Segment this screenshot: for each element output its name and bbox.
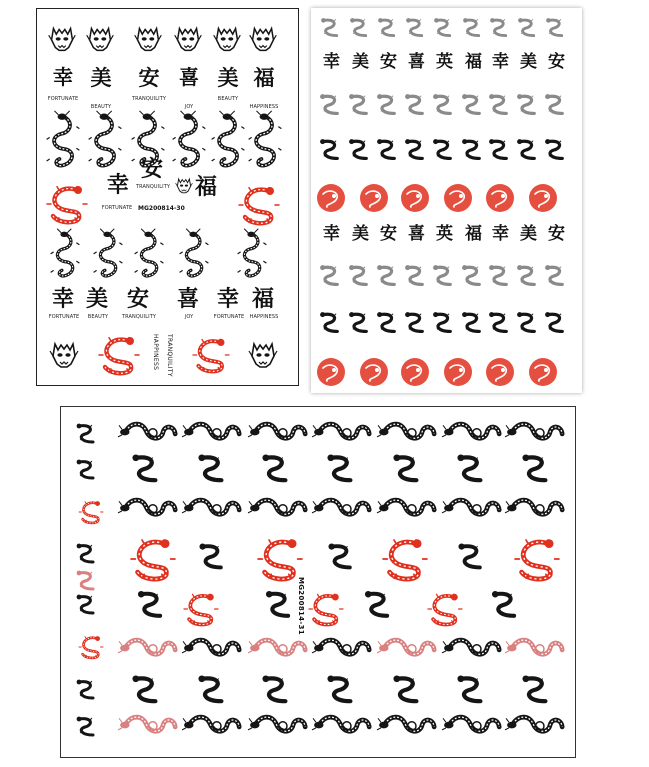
gray-dragon-icon (405, 94, 422, 113)
gray-dragon-icon (545, 265, 562, 284)
kanji-b2-4: 英 (436, 224, 453, 244)
red-dragon-ball-icon (486, 184, 514, 212)
serpent-dragon-icon (442, 424, 499, 438)
gray-dragon-icon (517, 94, 534, 113)
serpent-dragon-icon (312, 717, 369, 731)
dragon-sticker-art-b (311, 8, 582, 393)
serpent-dragon-icon (377, 640, 434, 654)
sticker-sheet-c (60, 406, 576, 758)
coiled-dragon-icon (198, 675, 221, 701)
black-dragon-icon (249, 111, 282, 166)
serpent-dragon-icon (505, 640, 562, 654)
kanji-a1-1: 美 (90, 65, 112, 90)
caption-a1-3: JOY (184, 104, 194, 110)
black-dragon-icon (135, 229, 164, 276)
dragon-sticker-art-a (37, 9, 300, 387)
black-dragon-icon (377, 312, 394, 331)
kanji-b1-7: 美 (520, 52, 537, 72)
caption-a3-3: JOY (184, 314, 194, 320)
gray-dragon-icon (406, 18, 422, 35)
black-dragon-icon (377, 139, 394, 158)
demon-mask-icon (249, 344, 277, 367)
black-dragon-icon (47, 111, 80, 166)
red-dragon-ball-icon (317, 358, 345, 386)
caption-a3-5: HAPPINESS (249, 314, 279, 320)
black-dragon-icon (489, 139, 506, 158)
serpent-dragon-icon (182, 717, 239, 731)
red-dragon-ball-icon (360, 184, 388, 212)
coiled-dragon-icon (327, 675, 350, 701)
black-dragon-icon (489, 312, 506, 331)
kanji-b2-3: 喜 (408, 224, 425, 244)
demon-mask-icon (250, 29, 277, 51)
gray-dragon-icon (320, 94, 337, 113)
kanji-b2-5: 福 (465, 224, 482, 244)
demon-mask-icon (175, 29, 202, 51)
red-dragon-icon (239, 187, 279, 223)
kanji-b1-0: 幸 (323, 52, 340, 72)
coiled-dragon-icon (522, 675, 545, 701)
kanji-b2-6: 幸 (492, 224, 509, 244)
small-dragon-icon (77, 460, 93, 478)
small-dragon-icon (77, 595, 93, 613)
red-dragon-icon (47, 186, 87, 222)
gray-dragon-icon (518, 18, 534, 35)
serpent-dragon-icon (505, 500, 562, 514)
serpent-dragon-icon (182, 640, 239, 654)
coiled-dragon-icon (458, 543, 479, 567)
red-dragon-icon (79, 501, 103, 523)
red-dragon-ball-icon (444, 184, 472, 212)
kanji-a1-3: 喜 (179, 65, 199, 89)
black-dragon-icon (89, 111, 122, 166)
demon-mask-icon (50, 344, 78, 367)
kanji-b2-8: 安 (548, 224, 565, 244)
kanji-a3-3: 喜 (177, 286, 200, 312)
red-dragon-ball-icon (486, 358, 514, 386)
serpent-dragon-icon (377, 717, 434, 731)
sticker-sheet-a (36, 8, 299, 386)
black-dragon-icon (349, 312, 366, 331)
caption-a1-0: FORTUNATE (47, 96, 79, 102)
demon-mask-icon (176, 179, 193, 193)
black-dragon-icon (462, 312, 479, 331)
kanji-a-mid-1: 安 (141, 156, 164, 182)
sheet-c-code: MG200814-31 (297, 577, 305, 635)
kanji-a1-0: 幸 (53, 65, 73, 89)
kanji-a3-5: 福 (252, 286, 275, 312)
gray-dragon-icon (489, 94, 506, 113)
black-dragon-icon (173, 111, 206, 166)
kanji-a-mid-2: 福 (195, 174, 218, 200)
kanji-b2-7: 美 (520, 224, 537, 244)
serpent-dragon-icon (182, 424, 239, 438)
coiled-dragon-icon (199, 543, 220, 567)
gray-dragon-icon (463, 18, 479, 35)
red-dragon-icon (131, 539, 175, 579)
caption-a3-2: TRANQUILITY (121, 314, 157, 320)
red-dragon-icon (99, 337, 139, 373)
coiled-dragon-icon (492, 591, 514, 616)
coiled-dragon-icon (457, 454, 480, 480)
red-dragon-ball-icon (317, 184, 345, 212)
sheet-a-code: MG200814-30 (138, 205, 185, 212)
coiled-dragon-icon (328, 543, 349, 567)
red-dragon-icon (515, 539, 559, 579)
red-dragon-icon (383, 539, 427, 579)
gray-dragon-icon (377, 94, 394, 113)
kanji-b1-5: 福 (465, 52, 482, 72)
serpent-dragon-icon (505, 424, 562, 438)
black-dragon-icon (180, 229, 209, 276)
gray-dragon-icon (462, 94, 479, 113)
gray-dragon-icon (377, 265, 394, 284)
small-dragon-icon (77, 680, 93, 698)
serpent-dragon-icon (182, 500, 239, 514)
serpent-dragon-icon (442, 640, 499, 654)
gray-dragon-icon (350, 18, 366, 35)
red-dragon-icon (79, 636, 103, 658)
serpent-dragon-icon (118, 424, 175, 438)
coiled-dragon-icon (365, 591, 387, 616)
serpent-dragon-icon (312, 640, 369, 654)
red-dragon-ball-icon (529, 358, 557, 386)
black-dragon-icon (433, 312, 450, 331)
black-dragon-icon (517, 312, 534, 331)
kanji-a3-4: 幸 (217, 286, 240, 312)
black-dragon-icon (405, 139, 422, 158)
red-dragon-icon (258, 539, 302, 579)
gray-dragon-icon (546, 18, 562, 35)
kanji-b2-0: 幸 (323, 224, 340, 244)
gray-dragon-icon (517, 265, 534, 284)
caption-a1-5: HAPPINESS (249, 104, 279, 110)
black-dragon-icon (132, 111, 165, 166)
vertical-caption-tranquility: TRANQUILITY (166, 334, 173, 377)
caption-a3-0: FORTUNATE (48, 314, 80, 320)
small-dragon-icon (77, 424, 93, 442)
small-dragon-icon (77, 571, 93, 589)
kanji-a3-2: 安 (127, 286, 150, 312)
serpent-dragon-icon (248, 500, 305, 514)
demon-mask-icon (135, 29, 162, 51)
coiled-dragon-icon (138, 591, 160, 616)
dragon-sticker-art-c (61, 407, 577, 759)
black-dragon-icon (545, 139, 562, 158)
coiled-dragon-icon (393, 454, 416, 480)
black-dragon-icon (320, 139, 337, 158)
red-dragon-ball-icon (529, 184, 557, 212)
caption-a3-4: FORTUNATE (213, 314, 245, 320)
gray-dragon-icon (545, 94, 562, 113)
caption-a-mid-1: TRANQUILITY (135, 184, 171, 190)
coiled-dragon-icon (262, 675, 285, 701)
gray-dragon-icon (349, 265, 366, 284)
gray-dragon-icon (405, 265, 422, 284)
coiled-dragon-icon (522, 454, 545, 480)
coiled-dragon-icon (132, 454, 155, 480)
gray-dragon-icon (320, 265, 337, 284)
coiled-dragon-icon (198, 454, 221, 480)
serpent-dragon-icon (118, 500, 175, 514)
sticker-sheet-b (311, 8, 582, 393)
red-dragon-ball-icon (401, 184, 429, 212)
black-dragon-icon (517, 139, 534, 158)
gray-dragon-icon (489, 265, 506, 284)
kanji-a3-1: 美 (86, 286, 109, 312)
demon-mask-icon (49, 29, 76, 51)
kanji-a-mid-0: 幸 (107, 172, 130, 198)
gray-dragon-icon (462, 265, 479, 284)
gray-dragon-icon (433, 265, 450, 284)
kanji-b1-6: 幸 (492, 52, 509, 72)
serpent-dragon-icon (248, 640, 305, 654)
small-dragon-icon (77, 544, 93, 562)
gray-dragon-icon (433, 94, 450, 113)
small-dragon-icon (77, 717, 93, 735)
black-dragon-icon (320, 312, 337, 331)
kanji-b1-1: 美 (352, 52, 369, 72)
black-dragon-icon (405, 312, 422, 331)
gray-dragon-icon (434, 18, 450, 35)
kanji-b1-4: 英 (436, 52, 453, 72)
serpent-dragon-icon (312, 500, 369, 514)
serpent-dragon-icon (248, 424, 305, 438)
serpent-dragon-icon (442, 717, 499, 731)
black-dragon-icon (349, 139, 366, 158)
black-dragon-icon (238, 229, 267, 276)
black-dragon-icon (51, 229, 80, 276)
caption-a1-1: BEAUTY (90, 104, 112, 110)
kanji-a1-2: 安 (138, 65, 160, 90)
caption-a3-1: BEAUTY (87, 314, 109, 320)
coiled-dragon-icon (457, 675, 480, 701)
kanji-a3-0: 幸 (52, 286, 75, 312)
gray-dragon-icon (321, 18, 337, 35)
serpent-dragon-icon (505, 717, 562, 731)
red-dragon-icon (193, 339, 229, 372)
serpent-dragon-icon (118, 640, 175, 654)
vertical-caption-happiness: HAPPINESS (152, 334, 159, 371)
demon-mask-icon (87, 29, 114, 51)
caption-a-mid-0: FORTUNATE (101, 205, 133, 211)
kanji-a1-4: 美 (217, 65, 239, 90)
red-dragon-icon (184, 594, 218, 625)
black-dragon-icon (94, 229, 123, 276)
demon-mask-icon (214, 29, 241, 51)
coiled-dragon-icon (327, 454, 350, 480)
red-dragon-ball-icon (444, 358, 472, 386)
coiled-dragon-icon (393, 675, 416, 701)
black-dragon-icon (545, 312, 562, 331)
kanji-b2-1: 美 (352, 224, 369, 244)
serpent-dragon-icon (248, 717, 305, 731)
kanji-b1-3: 喜 (408, 52, 425, 72)
gray-dragon-icon (378, 18, 394, 35)
coiled-dragon-icon (132, 675, 155, 701)
caption-a1-4: BEAUTY (217, 96, 239, 102)
coiled-dragon-icon (266, 591, 288, 616)
red-dragon-icon (428, 594, 462, 625)
gray-dragon-icon (349, 94, 366, 113)
caption-a1-2: TRANQUILITY (131, 96, 167, 102)
black-dragon-icon (462, 139, 479, 158)
kanji-b1-2: 安 (380, 52, 397, 72)
kanji-b1-8: 安 (548, 52, 565, 72)
red-dragon-ball-icon (360, 358, 388, 386)
serpent-dragon-icon (312, 424, 369, 438)
coiled-dragon-icon (262, 454, 285, 480)
black-dragon-icon (433, 139, 450, 158)
kanji-a1-5: 福 (253, 65, 275, 90)
serpent-dragon-icon (377, 424, 434, 438)
gray-dragon-icon (490, 18, 506, 35)
red-dragon-ball-icon (401, 358, 429, 386)
serpent-dragon-icon (442, 500, 499, 514)
black-dragon-icon (212, 111, 245, 166)
serpent-dragon-icon (377, 500, 434, 514)
kanji-b2-2: 安 (380, 224, 397, 244)
red-dragon-icon (309, 594, 343, 625)
serpent-dragon-icon (118, 717, 175, 731)
